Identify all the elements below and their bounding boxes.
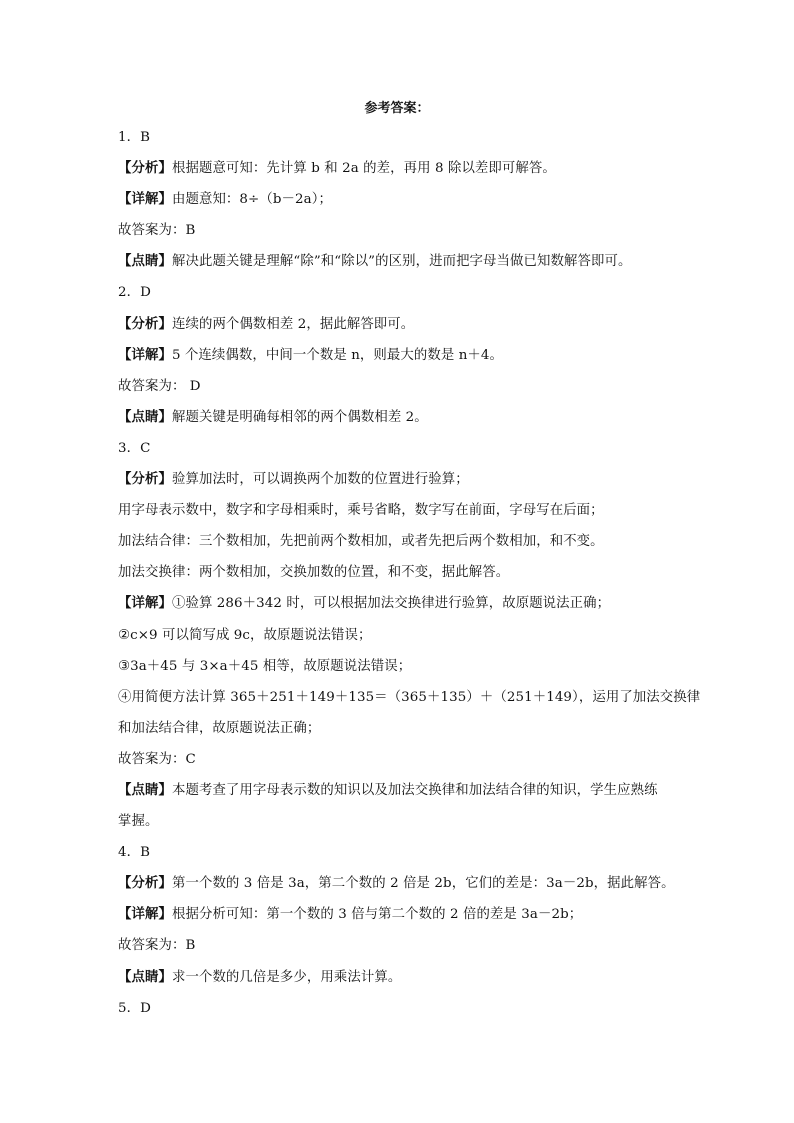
analysis-label: 【分析】: [118, 315, 172, 332]
analysis-text: 用字母表示数中，数字和字母相乘时，乘号省略，数字写在前面，字母写在后面；: [118, 503, 604, 519]
detail-line: [118, 620, 680, 651]
detail-label: 【详解】: [118, 346, 172, 363]
analysis-line: [118, 464, 680, 495]
answer-block: [118, 993, 680, 1024]
comment-text: 解题关键是明确每相邻的两个偶数相差 2。: [171, 409, 428, 425]
analysis-line: [118, 495, 680, 526]
analysis-line: [118, 557, 680, 588]
analysis-label: 【分析】: [118, 160, 172, 177]
detail-label: 【详解】: [118, 191, 172, 208]
comment-line: [118, 246, 680, 277]
detail-line: [118, 682, 701, 713]
detail-text: ③3a＋45 与 3×a＋45 相等，故原题说法错误；: [118, 658, 412, 674]
answer-number: 4．B: [118, 845, 151, 861]
answer-block: [118, 433, 701, 837]
page-title: 参考答案：: [364, 101, 430, 116]
comment-line: [118, 962, 680, 993]
answer-number: 5．D: [118, 1000, 151, 1016]
detail-text: 和加法结合律，故原题说法正确；: [118, 720, 321, 736]
analysis-text: 第一个数的 3 倍是 3a，第二个数的 2 倍是 2b，它们的差是：3a－2b，据此解答。: [171, 876, 675, 892]
detail-label: 【详解】: [118, 595, 172, 612]
detail-line: [118, 340, 680, 371]
detail-line: [118, 899, 680, 930]
analysis-line: [118, 309, 680, 340]
comment-text: 求一个数的几倍是多少，用乘法计算。: [171, 969, 402, 985]
detail-line: [118, 651, 680, 682]
result-line: 故答案为：B: [118, 223, 196, 239]
detail-label: 【详解】: [118, 906, 172, 923]
analysis-text: 加法交换律：两个数相加，交换加数的位置，和不变，据此解答。: [118, 565, 510, 581]
detail-text: 根据分析可知：第一个数的 3 倍与第二个数的 2 倍的差是 3a－2b；: [171, 907, 583, 923]
analysis-text: 加法结合律：三个数相加，先把前两个数相加，或者先把后两个数相加，和不变。: [118, 534, 604, 550]
analysis-label: 【分析】: [118, 471, 172, 488]
answer-block: [118, 837, 680, 992]
detail-line: [118, 588, 680, 619]
analysis-line: [118, 868, 680, 899]
comment-line: [118, 806, 680, 837]
answer-number: 3．C: [118, 440, 151, 456]
analysis-label: 【分析】: [118, 875, 172, 892]
analysis-text: 连续的两个偶数相差 2，据此解答即可。: [171, 316, 415, 332]
detail-line: [118, 184, 680, 215]
comment-label: 【点睛】: [118, 253, 172, 270]
result-line: 故答案为：C: [118, 751, 196, 767]
comment-label: 【点睛】: [118, 408, 172, 425]
comment-text: 本题考查了用字母表示数的知识以及加法交换律和加法结合律的知识，学生应熟练: [171, 782, 658, 798]
analysis-line: [118, 153, 680, 184]
detail-text: ①验算 286＋342 时，可以根据加法交换律进行验算，故原题说法正确；: [171, 596, 611, 612]
detail-text: ④用简便方法计算 365＋251＋149＋135＝（365＋135）＋（251＋149），运用了加法交换律: [118, 689, 701, 705]
detail-text: 由题意知：8÷（b－2a）；: [171, 192, 332, 208]
comment-text: 解决此题关键是理解“除”和“除以”的区别，进而把字母当做已知数解答即可。: [171, 254, 632, 270]
comment-label: 【点睛】: [118, 781, 172, 798]
detail-line: [118, 713, 680, 744]
detail-text: 5 个连续偶数，中间一个数是 n，则最大的数是 n＋4。: [171, 347, 504, 363]
answer-block: [118, 277, 680, 432]
result-line: 故答案为： D: [118, 378, 201, 394]
analysis-text: 验算加法时，可以调换两个加数的位置进行验算；: [171, 472, 469, 488]
comment-line: [118, 402, 680, 433]
analysis-text: 根据题意可知：先计算 b 和 2a 的差，再用 8 除以差即可解答。: [171, 161, 556, 177]
answer-number: 2．D: [118, 285, 151, 301]
answer-list: [118, 122, 701, 1024]
answer-number: 1．B: [118, 130, 151, 145]
analysis-line: [118, 526, 680, 557]
comment-text: 掌握。: [118, 814, 159, 830]
comment-label: 【点睛】: [118, 968, 172, 985]
comment-line: [118, 775, 680, 806]
answer-block: [118, 122, 680, 277]
result-line: 故答案为：B: [118, 938, 196, 954]
detail-text: ②c×9 可以简写成 9c，故原题说法错误；: [118, 627, 372, 643]
